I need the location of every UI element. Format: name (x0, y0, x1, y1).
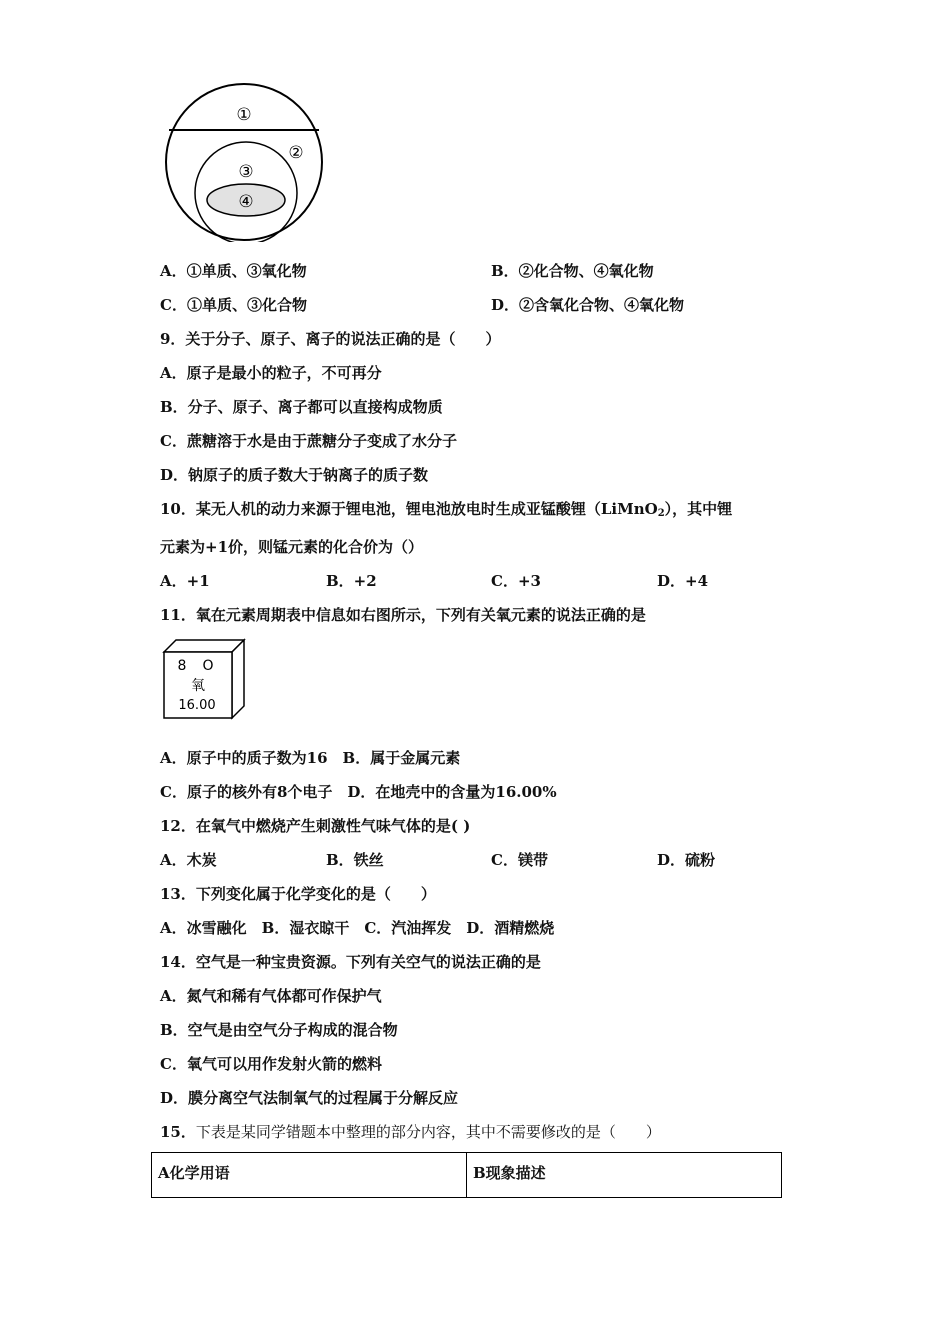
q9-stem: 9．关于分子、原子、离子的说法正确的是（ ） (160, 330, 501, 348)
q13-options: A．冰雪融化 B．湿衣晾干 C．汽油挥发 D．酒精燃烧 (160, 919, 555, 937)
atomic-mass: 16.00 (178, 698, 216, 713)
q8-option-b: B．②化合物、④氧化物 (491, 262, 654, 280)
q14-option-b: B．空气是由空气分子构成的混合物 (160, 1021, 398, 1039)
q8-option-d: D．②含氧化合物、④氧化物 (491, 296, 685, 314)
q14-option-a: A．氮气和稀有气体都可作保护气 (160, 987, 382, 1005)
q12-option-b: B．铁丝 (326, 851, 384, 869)
q8-option-c: C．①单质、③化合物 (160, 296, 307, 314)
region-label-3: ③ (238, 162, 254, 182)
classification-diagram (160, 82, 328, 242)
q15-number: 15． (160, 1123, 196, 1141)
q10-option-d: D．+4 (657, 572, 709, 590)
q9-option-b: B．分子、原子、离子都可以直接构成物质 (160, 398, 443, 416)
q10-stem-text-end: ），其中锂 (664, 500, 733, 518)
q12-option-d: D．硫粉 (657, 851, 716, 869)
q15-table (151, 1152, 782, 1198)
q14-option-d: D．膜分离空气法制氧气的过程属于分解反应 (160, 1089, 459, 1107)
q10-stem-line2: 元素为+1价，则锰元素的化合价为（） (160, 538, 424, 556)
q11-options-line1: A．原子中的质子数为16 B．属于金属元素 (160, 749, 461, 767)
q8-option-a: A．①单质、③氧化物 (160, 262, 307, 280)
region-label-1: ① (236, 105, 252, 125)
q10-option-a: A．+1 (160, 572, 210, 590)
periodic-table-cell (160, 636, 248, 722)
q10-subscript: 2 (657, 508, 665, 519)
q12-stem: 12．在氧气中燃烧产生刺激性气味气体的是( ) (160, 817, 471, 835)
cell-side-face (232, 640, 244, 718)
region-label-4: ④ (238, 192, 254, 212)
atomic-number: 8 (177, 658, 187, 674)
q10-option-c: C．+3 (491, 572, 541, 590)
q13-stem: 13．下列变化属于化学变化的是（ ） (160, 885, 436, 903)
q15-stem: 下表是某同学错题本中整理的部分内容，其中不需要修改的是（ ） (195, 1123, 661, 1141)
element-symbol: O (202, 658, 214, 674)
q14-option-c: C．氧气可以用作发射火箭的燃料 (160, 1055, 382, 1073)
q14-stem: 14．空气是一种宝贵资源。下列有关空气的说法正确的是 (160, 953, 541, 971)
q11-stem: 11．氧在元素周期表中信息如右图所示，下列有关氧元素的说法正确的是 (160, 606, 646, 624)
q9-option-d: D．钠原子的质子数大于钠离子的质子数 (160, 466, 429, 484)
cell-top-face (164, 640, 244, 652)
element-name: 氧 (191, 678, 205, 694)
q15-table-header-a: A化学用语 (158, 1164, 230, 1182)
q12-option-c: C．镁带 (491, 851, 548, 869)
q15-stem-line (160, 1122, 661, 1142)
q9-option-a: A．原子是最小的粒子，不可再分 (160, 364, 382, 382)
q10-stem-line1 (160, 499, 732, 519)
q10-stem-text: 10．某无人机的动力来源于锂电池，锂电池放电时生成亚锰酸锂（LiMnO (160, 500, 658, 518)
q10-option-b: B．+2 (326, 572, 377, 590)
q12-option-a: A．木炭 (160, 851, 217, 869)
region-label-2: ② (288, 143, 304, 163)
q9-option-c: C．蔗糖溶于水是由于蔗糖分子变成了水分子 (160, 432, 457, 450)
q15-table-header-b: B现象描述 (466, 1153, 781, 1197)
q11-options-line2: C．原子的核外有8个电子 D．在地壳中的含量为16.00% (160, 783, 557, 801)
